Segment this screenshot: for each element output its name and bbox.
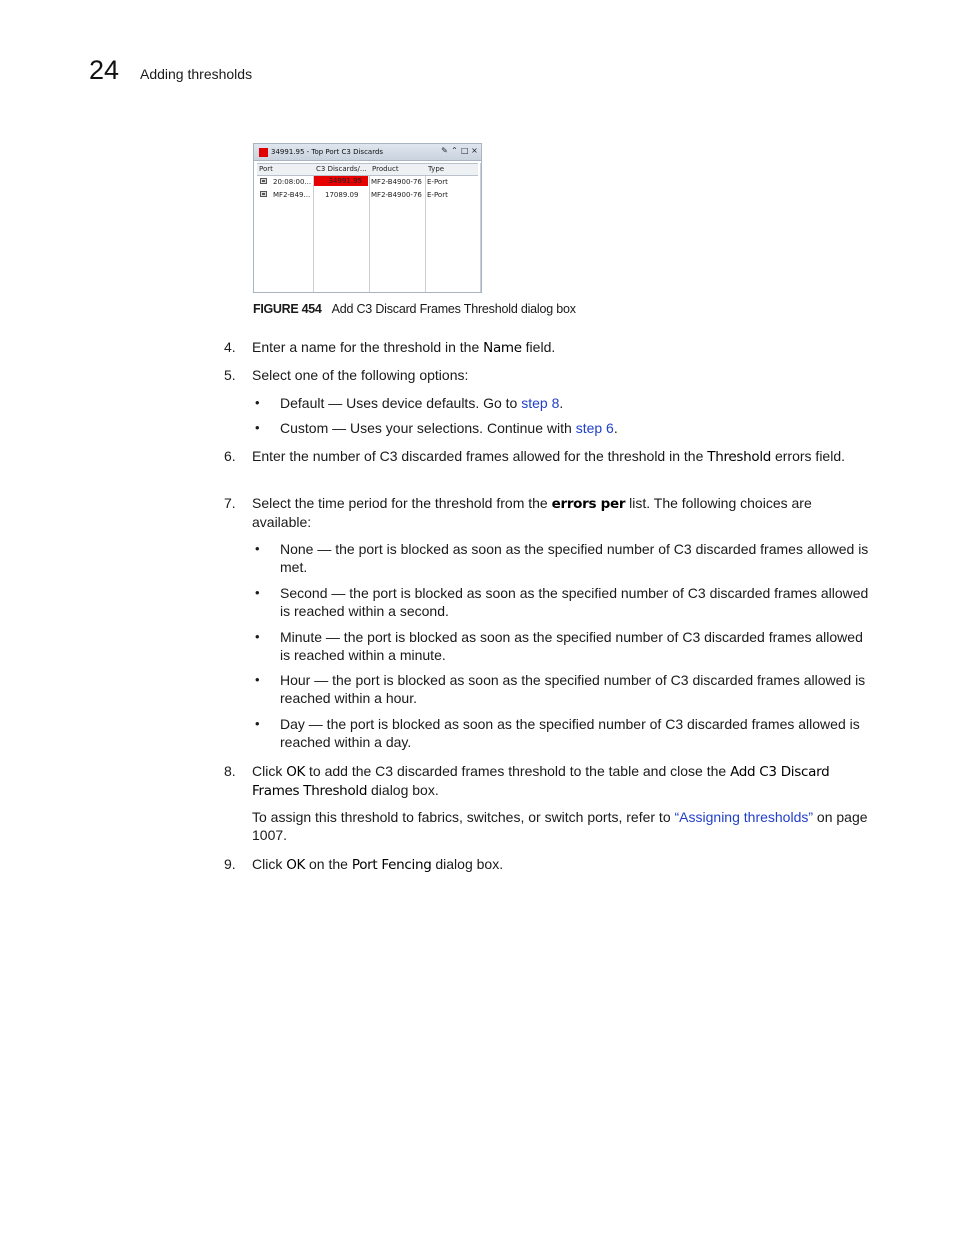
bullet-text: . [559, 395, 564, 411]
ui-term-add-c3-discard-frames-threshold: Add C3 Discard Frames Threshold [252, 764, 830, 799]
step-number: 5. [224, 367, 236, 383]
bullet-icon: • [255, 629, 260, 644]
para-text: To assign this threshold to fabrics, switches, or switch ports, refer to [252, 809, 675, 825]
bullet-hour [255, 671, 870, 707]
bullet-text: Custom — Uses your selections. Continue with [280, 420, 576, 436]
link-step-8[interactable]: step 8 [521, 395, 560, 411]
bullet-text: Day — the port is blocked as soon as the specified number of C3 discarded frames allowed is reached within a day. [280, 716, 860, 750]
step-text: list. The following choices are available: [252, 495, 812, 530]
bullet-icon: • [255, 541, 260, 556]
step-text: Select the time period for the threshold from the [252, 495, 552, 511]
step-text: field. [521, 339, 556, 355]
table-row[interactable] [257, 176, 478, 188]
bullet-default [255, 394, 870, 412]
step-number: 9. [224, 856, 236, 872]
step-number: 8. [224, 763, 236, 779]
bullet-none [255, 540, 870, 576]
maximize-icon[interactable]: □ [461, 146, 469, 155]
port-icon [260, 178, 267, 184]
figure-label: FIGURE 454 [253, 302, 322, 316]
bullet-text: Hour — the port is blocked as soon as the specified number of C3 discarded frames allowed is reached within a hour. [280, 672, 866, 706]
bullet-text: Default — Uses device defaults. Go to [280, 395, 522, 411]
step-8 [224, 762, 874, 800]
chapter-number: 24 [89, 55, 120, 85]
step-text: dialog box. [431, 856, 504, 872]
port-icon [260, 191, 267, 197]
bullet-icon: • [255, 420, 260, 435]
bullet-custom [255, 419, 870, 437]
cell-value-highlighted: 34991.95 [314, 176, 368, 186]
column-header-c3-discards[interactable]: C3 Discards/... [316, 165, 367, 173]
column-header-type[interactable]: Type [428, 165, 445, 173]
step-number: 7. [224, 495, 236, 511]
cell-port: MF2-B49... [273, 191, 311, 199]
cell-product: MF2-B4900-76 [371, 191, 422, 199]
chapter-title: Adding thresholds [140, 66, 253, 82]
bullet-icon: • [255, 672, 260, 687]
bullet-second [255, 584, 870, 620]
step-text: Enter a name for the threshold in the [252, 339, 484, 355]
figure-caption-text: Add C3 Discard Frames Threshold dialog box [331, 302, 576, 316]
para-text: on page 1007. [252, 809, 868, 843]
bullet-minute [255, 628, 870, 664]
status-red-icon [259, 148, 268, 157]
cell-type: E-Port [427, 178, 448, 186]
bullet-icon: • [255, 716, 260, 731]
step-text: Select one of the following options: [252, 367, 469, 383]
ui-term-ok: OK [286, 764, 306, 780]
step-8-note [252, 808, 872, 844]
cell-value: 17089.09 [325, 191, 359, 199]
column-header-product[interactable]: Product [372, 165, 399, 173]
widget-controls [441, 146, 478, 156]
bullet-text: None — the port is blocked as soon as the specified number of C3 discarded frames allowed is met. [280, 541, 869, 575]
step-text: dialog box. [367, 782, 439, 798]
step-7 [224, 494, 874, 531]
widget-titlebar [254, 144, 481, 161]
ui-term-port-fencing: Port Fencing [351, 857, 432, 873]
cell-port: 20:08:00... [273, 178, 312, 186]
bullet-text: . [613, 420, 618, 436]
bullet-icon: • [255, 395, 260, 410]
table-row[interactable] [257, 189, 478, 201]
step-number: 6. [224, 448, 236, 464]
bullet-day [255, 715, 870, 751]
link-step-6[interactable]: step 6 [575, 420, 614, 436]
step-4 [224, 338, 874, 357]
table-header [257, 163, 478, 176]
step-text: Click [252, 763, 287, 779]
edit-icon[interactable]: ✎ [441, 146, 448, 155]
widget-table [257, 163, 478, 292]
step-text: errors field. [771, 448, 846, 464]
step-6 [224, 447, 874, 466]
step-number: 4. [224, 339, 236, 355]
step-5 [224, 366, 874, 384]
step-9 [224, 855, 874, 874]
figure-caption [253, 301, 576, 317]
collapse-icon[interactable]: ⌃ [451, 146, 458, 155]
ui-term-threshold: Threshold [707, 449, 772, 465]
bullet-text: Minute — the port is blocked as soon as the specified number of C3 discarded frames allowed is reached within a minute. [280, 629, 863, 663]
close-icon[interactable]: × [471, 146, 478, 155]
cell-product: MF2-B4900-76 [371, 178, 422, 186]
bullet-text: Second — the port is blocked as soon as the specified number of C3 discarded frames allowed is reached within a second. [280, 585, 869, 619]
widget-title: 34991.95 - Top Port C3 Discards [271, 148, 384, 156]
ui-term-ok: OK [286, 857, 306, 873]
step-text: to add the C3 discarded frames threshold to the table and close the [305, 763, 731, 779]
step-text: Enter the number of C3 discarded frames allowed for the threshold in the [252, 448, 708, 464]
column-header-port[interactable]: Port [259, 165, 273, 173]
link-assigning-thresholds[interactable]: “Assigning thresholds” [674, 809, 814, 825]
ui-term-errors-per: errors per [551, 496, 626, 512]
ui-term-name: Name [483, 340, 522, 356]
top-port-c3-discards-widget [253, 143, 482, 293]
bullet-icon: • [255, 585, 260, 600]
step-text: Click [252, 856, 287, 872]
cell-type: E-Port [427, 191, 448, 199]
step-text: on the [305, 856, 352, 872]
